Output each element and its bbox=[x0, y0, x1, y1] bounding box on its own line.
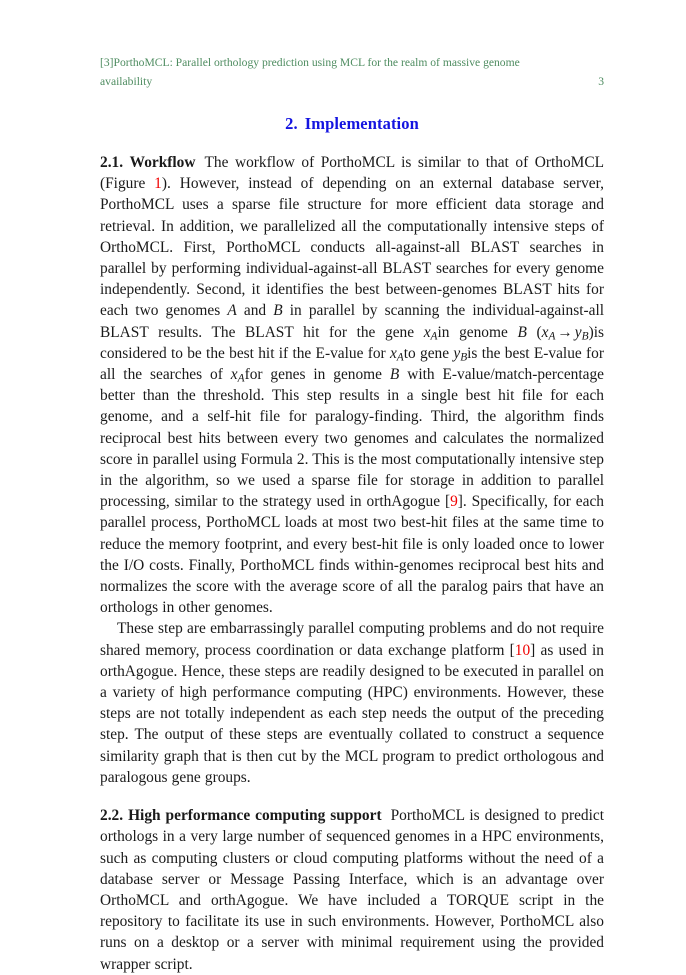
math-yb-1 bbox=[575, 324, 589, 341]
math-xa-1-base: x bbox=[423, 323, 431, 341]
parallel-text-1: These step are embarrassingly parallel computing problems and do not require shared memory, process coordination or data exchange platform [ bbox=[100, 620, 604, 659]
hpc-text: PorthoMCL is designed to predict orthologs in a very large number of sequenced genomes in a HPC environments, such as computing clusters or cloud computing platforms without the need of a database server or Message Passing Interface, which is an advantage over OrthoMCL and orthAgogue. We have included a TORQUE script in the repository to facilitate its use in such environments. However, PorthoMCL also runs on a desktop or a server with minimal requirement using the provided wrapper script. bbox=[100, 807, 604, 973]
workflow-text-10: for genes in genome bbox=[244, 366, 390, 384]
workflow-text-11: with E-value/match-percentage better than the threshold. This step results in a single best hit file for each genome, and a self-hit file for paralogy-finding. Third, the algorithm finds reciprocal best hits between every two genomes and calculates the normalized score in parallel using Formula 2. This is the most computationally intensive step in the algorithm, so we used a sparse file for storage in addition to parallel processing, similar to the strategy used in orthAgogue [ bbox=[100, 366, 604, 511]
paragraph-workflow bbox=[100, 152, 604, 618]
workflow-text-12: ]. Specifically, for each parallel process, PorthoMCL loads at most two best-hit files at the same time to reduce the memory footprint, and every best-hit file is only loaded once to lower the I/O costs. Finally, PorthoMCL finds within-genomes reciprocal best hits and normalizes the score with the average score of all the paralog pairs that have an orthologs in other genomes. bbox=[100, 493, 604, 617]
section-heading bbox=[100, 114, 604, 134]
workflow-text-9: is the best E-value for all the searches of bbox=[100, 344, 604, 384]
workflow-text-1: The workflow of PorthoMCL is similar to that of OrthoMCL (Figure bbox=[100, 154, 604, 193]
page-content-column bbox=[100, 0, 604, 975]
math-xa-1 bbox=[424, 324, 438, 341]
subsection-title-hpc: High performance computing support bbox=[128, 807, 382, 825]
math-xa-4-sub: A bbox=[237, 372, 245, 385]
math-var-B3: B bbox=[389, 366, 400, 384]
math-xa-1-sub: A bbox=[430, 330, 438, 343]
math-xa-4 bbox=[231, 366, 245, 383]
workflow-text-6: ( bbox=[526, 323, 542, 341]
math-yb-2 bbox=[453, 345, 467, 362]
paragraph-hpc-support bbox=[100, 805, 604, 975]
running-header-line-1: [3]PorthoMCL: Parallel orthology prediction using MCL for the realm of massive genome bbox=[100, 56, 520, 69]
math-yb-2-sub: B bbox=[460, 351, 468, 364]
figure-reference-link[interactable]: 1 bbox=[154, 175, 162, 193]
subsection-number-21: 2.1. bbox=[100, 154, 124, 171]
running-header bbox=[100, 53, 604, 91]
workflow-text-3: and bbox=[236, 302, 274, 320]
paragraph-parallel-computing bbox=[100, 618, 604, 788]
subsection-number-22: 2.2. bbox=[100, 807, 124, 825]
math-var-B: B bbox=[273, 302, 283, 320]
page-number: 3 bbox=[598, 75, 604, 88]
workflow-text-4: in parallel by scanning the individual-against-all BLAST results. The BLAST hit for the gene bbox=[100, 302, 604, 341]
math-yb-2-base: y bbox=[453, 344, 461, 362]
section-number: 2. bbox=[285, 114, 298, 133]
subsection-title-workflow: Workflow bbox=[129, 154, 196, 171]
workflow-text-5: in genome bbox=[437, 323, 518, 341]
running-header-line-2-row bbox=[100, 72, 604, 91]
math-yb-1-base: y bbox=[574, 323, 582, 341]
running-header-line-2: availability bbox=[100, 75, 153, 88]
workflow-text-2: ). However, instead of depending on an external database server, PorthoMCL uses a sparse file structure for more efficient data storage and retrieval. In addition, we parallelized all the computationally intensive steps of OrthoMCL. First, PorthoMCL conducts all-against-all BLAST searches in parallel by performing individual-against-all BLAST searches for every genome independently. Second, it identifies the best between-genomes BLAST hits for each two genomes bbox=[100, 175, 604, 320]
math-xa-2 bbox=[542, 324, 556, 341]
math-xa-3-base: x bbox=[389, 344, 397, 362]
math-var-A: A bbox=[227, 302, 237, 320]
math-xa-2-base: x bbox=[541, 323, 549, 341]
math-xa-3-sub: A bbox=[396, 351, 404, 364]
section-title-text: Implementation bbox=[304, 114, 419, 133]
citation-link-9[interactable]: 9 bbox=[450, 493, 458, 511]
parallel-text-2: ] as used in orthAgogue. Hence, these steps are readily designed to be executed in parallel on a variety of high performance computing (HPC) environments. However, these steps are not totally independent as each step needs the output of the preceding step. The output of these steps are eventually collated to construct a sequence similarity graph that is then cut by the MCL program to predict orthologous and paralogous gene groups. bbox=[100, 641, 604, 786]
math-arrow-icon: → bbox=[557, 323, 573, 341]
math-yb-1-sub: B bbox=[581, 330, 589, 343]
math-xa-2-sub: A bbox=[548, 330, 556, 343]
math-xa-3 bbox=[390, 345, 404, 362]
citation-link-10[interactable]: 10 bbox=[514, 641, 531, 659]
math-xa-4-base: x bbox=[230, 366, 238, 384]
workflow-text-7: )is considered to be the best hit if the E-value for bbox=[100, 323, 604, 362]
math-var-B2: B bbox=[517, 323, 527, 341]
workflow-text-8: to gene bbox=[403, 344, 454, 362]
